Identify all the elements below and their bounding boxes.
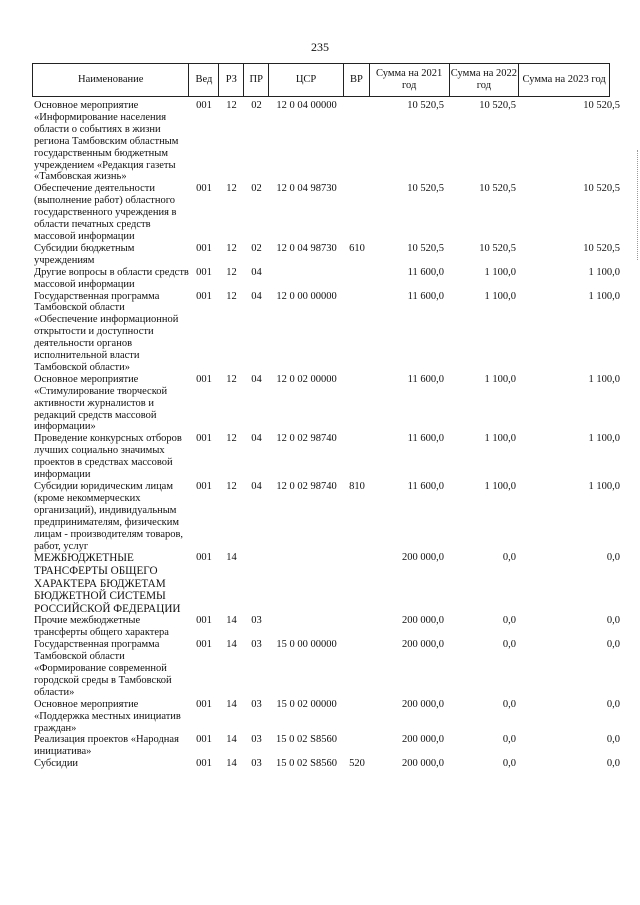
cell-name: Субсидии юридическим лицам (кроме некоммерческих организаций), индивидуальным предпринимателям, физическим лицам - производителям товаров, работ, услуг [34,481,184,552]
table-row [32,734,622,758]
cell-vr [344,734,370,758]
cell-pr: 04 [251,433,262,445]
cell-rz: 12 [226,433,237,445]
cell-vr [344,291,370,374]
cell-sum-2021: 10 520,5 [407,100,444,111]
cell-sum-2022: 0,0 [502,758,516,770]
cell-sum-2022: 1 100,0 [484,373,516,385]
header-sum-2021: Сумма на 2021 год [370,64,450,96]
cell-sum-2022: 0,0 [502,698,516,710]
cell-csr: 12 0 04 98730 [276,242,337,254]
cell-pr: 03 [251,734,262,746]
cell-ved: 001 [196,758,212,770]
cell-sum-2021: 11 600,0 [407,433,444,445]
cell-name: Основное мероприятие «Информирование населения области о событиях в жизни региона Тамбовским областным государственным бюджетным учреждением «Редакция газеты «Тамбовская жизнь» [34,100,179,183]
cell-csr: 12 0 02 98740 [276,433,337,445]
cell-ved: 001 [196,100,212,111]
cell-sum-2021: 11 600,0 [407,266,444,278]
cell-sum-2022: 10 520,5 [479,183,516,195]
cell-sum-2021: 11 600,0 [407,290,444,302]
cell-sum-2023: 0,0 [606,734,620,746]
header-vr: ВР [344,64,370,96]
cell-ved: 001 [196,639,212,651]
cell-sum-2022: 1 100,0 [484,433,516,445]
cell-pr: 04 [251,290,262,302]
cell-csr [269,267,344,291]
cell-vr [344,615,370,639]
cell-csr: 15 0 02 S8560 [276,758,337,770]
cell-vr [344,552,370,615]
cell-vr: 520 [349,758,365,770]
cell-rz: 14 [226,758,237,770]
cell-ved: 001 [196,433,212,445]
header-csr: ЦСР [269,64,344,96]
table-row [32,100,622,183]
cell-pr: 04 [251,266,262,278]
cell-sum-2022: 0,0 [502,734,516,746]
header-sum-2022: Сумма на 2022 год [450,64,520,96]
cell-sum-2023: 0,0 [606,639,620,651]
cell-rz: 14 [226,639,237,651]
cell-sum-2021: 11 600,0 [407,481,444,492]
cell-sum-2022: 0,0 [502,639,516,651]
cell-name: Государственная программа Тамбовской области «Формирование современной городской среды в Тамбовской области» [34,639,172,698]
cell-vr [344,374,370,434]
table-row [32,758,622,770]
cell-pr: 02 [251,100,262,111]
cell-rz: 14 [226,552,237,564]
cell-pr: 03 [251,615,262,627]
cell-csr: 12 0 02 00000 [276,373,337,385]
cell-rz: 12 [226,100,237,111]
header-sum-2023: Сумма на 2023 год [522,74,606,85]
cell-rz: 12 [226,481,237,492]
table-row [32,433,622,481]
cell-vr [344,639,370,699]
cell-name: МЕЖБЮДЖЕТНЫЕ ТРАНСФЕРТЫ ОБЩЕГО ХАРАКТЕРА БЮДЖЕТАМ БЮДЖЕТНОЙ СИСТЕМЫ РОССИЙСКОЙ ФЕДЕРАЦИИ [34,552,181,615]
cell-sum-2021: 200 000,0 [402,758,444,770]
cell-ved: 001 [196,698,212,710]
cell-ved: 001 [196,242,212,254]
cell-sum-2023: 10 520,5 [583,183,620,195]
cell-ved: 001 [196,266,212,278]
cell-sum-2021: 200 000,0 [402,639,444,651]
cell-sum-2023: 0,0 [606,758,620,770]
header-rz: РЗ [219,64,244,96]
cell-name: Субсидии [34,758,79,770]
cell-sum-2021: 11 600,0 [407,373,444,385]
cell-rz: 14 [226,698,237,710]
table-row [32,552,622,615]
cell-vr [344,699,370,735]
header-name: Наименование [33,64,189,96]
cell-rz: 12 [226,242,237,254]
cell-csr: 12 0 00 00000 [276,290,337,302]
cell-sum-2023: 0,0 [606,615,620,627]
cell-sum-2021: 200 000,0 [402,698,444,710]
cell-sum-2022: 10 520,5 [479,100,516,111]
cell-pr: 04 [251,373,262,385]
cell-ved: 001 [196,373,212,385]
cell-name: Обеспечение деятельности (выполнение работ) областного государственного учреждения в области печатных средств массовой информации [34,183,177,242]
cell-rz: 12 [226,373,237,385]
cell-sum-2023: 1 100,0 [588,373,620,385]
cell-sum-2023: 10 520,5 [583,242,620,254]
cell-pr: 02 [251,183,262,195]
cell-vr [344,100,370,183]
cell-rz: 14 [226,615,237,627]
table-row [32,639,622,699]
cell-ved: 001 [196,183,212,195]
cell-sum-2023: 1 100,0 [588,481,620,492]
cell-pr: 03 [251,698,262,710]
cell-sum-2021: 200 000,0 [402,552,444,564]
cell-pr: 04 [251,481,262,492]
cell-csr: 15 0 02 S8560 [276,734,337,746]
header-ved: Вед [189,64,219,96]
cell-csr: 12 0 02 98740 [276,481,337,492]
table-row [32,374,622,434]
cell-sum-2023: 0,0 [606,698,620,710]
cell-sum-2021: 200 000,0 [402,734,444,746]
cell-csr [269,615,344,639]
cell-rz: 14 [226,734,237,746]
cell-vr [344,433,370,481]
cell-vr: 610 [349,242,365,254]
cell-name: Государственная программа Тамбовской области «Обеспечение информационной открытости и доступности деятельности органов исполнительной власти Тамбовской области» [34,290,179,373]
cell-pr [244,552,269,615]
table-row [32,481,622,552]
cell-name: Основное мероприятие «Стимулирование творческой активности журналистов и редакций средств массовой информации» [34,373,168,433]
cell-vr [344,267,370,291]
cell-name: Другие вопросы в области средств массовой информации [34,266,189,290]
cell-sum-2023: 10 520,5 [583,100,620,111]
cell-ved: 001 [196,290,212,302]
cell-sum-2022: 10 520,5 [479,242,516,254]
cell-rz: 12 [226,266,237,278]
cell-csr: 15 0 00 00000 [276,639,337,651]
page-number: 235 [311,40,329,54]
cell-sum-2023: 1 100,0 [588,266,620,278]
cell-sum-2023: 0,0 [606,552,620,564]
cell-name: Прочие межбюджетные трансферты общего характера [34,615,169,639]
cell-sum-2022: 0,0 [502,615,516,627]
cell-ved: 001 [196,615,212,627]
cell-csr [269,552,344,615]
cell-ved: 001 [196,481,212,492]
cell-csr: 15 0 02 00000 [276,698,337,710]
table-body [32,100,622,770]
cell-name: Реализация проектов «Народная инициатива» [34,734,179,758]
cell-sum-2022: 1 100,0 [484,266,516,278]
table-row [32,615,622,639]
table-row [32,183,622,243]
cell-rz: 12 [226,290,237,302]
cell-name: Основное мероприятие «Поддержка местных инициатив граждан» [34,698,181,734]
cell-ved: 001 [196,552,212,564]
scan-edge-mark [634,150,638,260]
cell-sum-2022: 1 100,0 [484,290,516,302]
cell-sum-2022: 1 100,0 [484,481,516,492]
cell-pr: 03 [251,758,262,770]
cell-pr: 03 [251,639,262,651]
table-row [32,243,622,267]
cell-sum-2022: 0,0 [502,552,516,564]
table-header [32,63,610,97]
cell-rz: 12 [226,183,237,195]
cell-name: Субсидии бюджетным учреждениям [34,242,135,266]
cell-sum-2023: 1 100,0 [588,433,620,445]
cell-pr: 02 [251,242,262,254]
table-row [32,291,622,374]
cell-csr: 12 0 04 00000 [276,100,337,111]
cell-sum-2021: 10 520,5 [407,242,444,254]
cell-ved: 001 [196,734,212,746]
cell-name: Проведение конкурсных отборов лучших социально значимых проектов в средствах массовой информации [34,433,182,481]
cell-sum-2021: 10 520,5 [407,183,444,195]
cell-csr: 12 0 04 98730 [276,183,337,195]
cell-vr [344,183,370,243]
cell-sum-2021: 200 000,0 [402,615,444,627]
cell-vr: 810 [349,481,365,492]
cell-sum-2023: 1 100,0 [588,290,620,302]
table-row [32,699,622,735]
table-row [32,267,622,291]
header-pr: ПР [244,64,269,96]
